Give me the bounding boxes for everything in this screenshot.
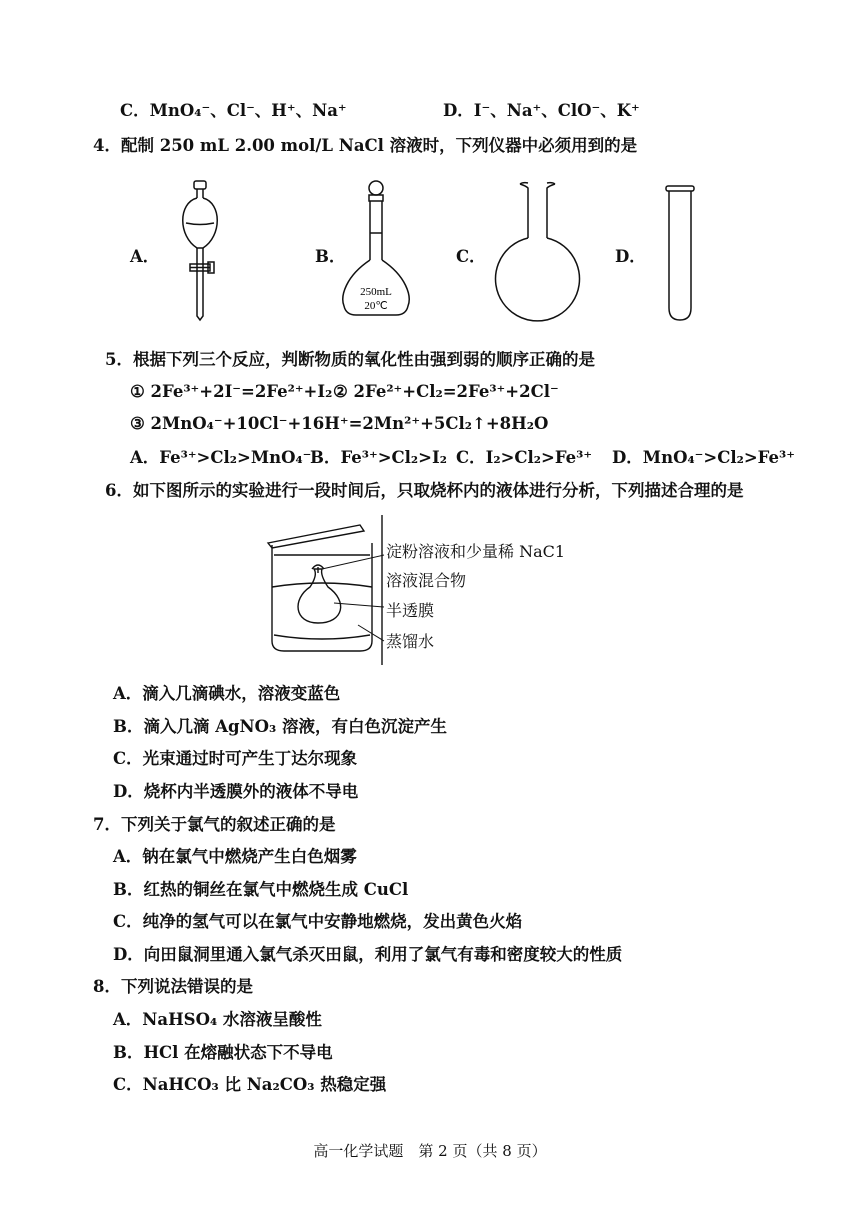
- q8-stem: 8．下列说法错误的是: [93, 977, 253, 996]
- q6-option-d: D．烧杯内半透膜外的液体不导电: [113, 782, 359, 801]
- q5-option-d: D．MnO₄⁻>Cl₂>Fe³⁺: [612, 448, 795, 467]
- beaker-dialysis-figure: [262, 515, 387, 665]
- q5-reaction-1: ① 2Fe³⁺+2I⁻=2Fe²⁺+I₂: [130, 382, 333, 401]
- volumetric-flask-icon: [336, 178, 416, 323]
- q5-option-b: B．Fe³⁺>Cl₂>I₂: [310, 448, 447, 467]
- q7-option-c: C．纯净的氢气可以在氯气中安静地燃烧，发出黄色火焰: [113, 912, 523, 931]
- q7-option-a: A．钠在氯气中燃烧产生白色烟雾: [113, 847, 357, 866]
- q4-stem: 4．配制 250 mL 2.00 mol/L NaCl 溶液时，下列仪器中必须用到的是: [93, 136, 638, 155]
- q7-option-d: D．向田鼠洞里通入氯气杀灭田鼠，利用了氯气有毒和密度较大的性质: [113, 945, 623, 964]
- fig-label-distilled-water: 蒸馏水: [386, 632, 435, 651]
- q7-option-b: B．红热的铜丝在氯气中燃烧生成 CuCl: [113, 880, 409, 899]
- q6-option-a: A．滴入几滴碘水，溶液变蓝色: [113, 684, 341, 703]
- separatory-funnel-icon: [170, 178, 230, 323]
- q3-option-d: D．I⁻、Na⁺、ClO⁻、K⁺: [443, 101, 640, 120]
- q6-option-b: B．滴入几滴 AgNO₃ 溶液，有白色沉淀产生: [113, 717, 447, 736]
- q5-reaction-3: ③ 2MnO₄⁻+10Cl⁻+16H⁺=2Mn²⁺+5Cl₂↑+8H₂O: [130, 414, 549, 433]
- q8-option-c: C．NaHCO₃ 比 Na₂CO₃ 热稳定强: [113, 1075, 387, 1094]
- q4-label-c: C．: [456, 247, 486, 266]
- q8-option-b: B．HCl 在熔融状态下不导电: [113, 1043, 333, 1062]
- fig-label-starch-nacl: 淀粉溶液和少量稀 NaC1: [386, 542, 566, 561]
- q5-reaction-2: ② 2Fe²⁺+Cl₂=2Fe³⁺+2Cl⁻: [333, 382, 559, 401]
- round-bottom-flask-icon: [490, 180, 585, 325]
- page-footer: 高一化学试题 第 2 页（共 8 页）: [313, 1142, 547, 1160]
- flask-temp-label: 20℃: [364, 300, 388, 312]
- q3-option-c: C．MnO₄⁻、Cl⁻、H⁺、Na⁺: [120, 101, 347, 120]
- q4-label-d: D．: [615, 247, 646, 266]
- q8-option-a: A．NaHSO₄ 水溶液呈酸性: [113, 1010, 322, 1029]
- q4-label-a: A．: [130, 247, 160, 266]
- q5-option-a: A．Fe³⁺>Cl₂>MnO₄⁻: [130, 448, 312, 467]
- q6-stem: 6．如下图所示的实验进行一段时间后，只取烧杯内的液体进行分析，下列描述合理的是: [105, 481, 744, 500]
- fig-label-mixture: 溶液混合物: [386, 571, 467, 590]
- q5-stem: 5．根据下列三个反应，判断物质的氧化性由强到弱的顺序正确的是: [105, 350, 595, 369]
- q6-option-c: C．光束通过时可产生丁达尔现象: [113, 749, 358, 768]
- q7-stem: 7．下列关于氯气的叙述正确的是: [93, 815, 336, 834]
- q4-label-b: B．: [315, 247, 346, 266]
- q5-option-c: C．I₂>Cl₂>Fe³⁺: [456, 448, 593, 467]
- flask-volume-label: 250mL: [360, 286, 392, 298]
- fig-label-membrane: 半透膜: [386, 601, 435, 620]
- test-tube-icon: [662, 184, 698, 324]
